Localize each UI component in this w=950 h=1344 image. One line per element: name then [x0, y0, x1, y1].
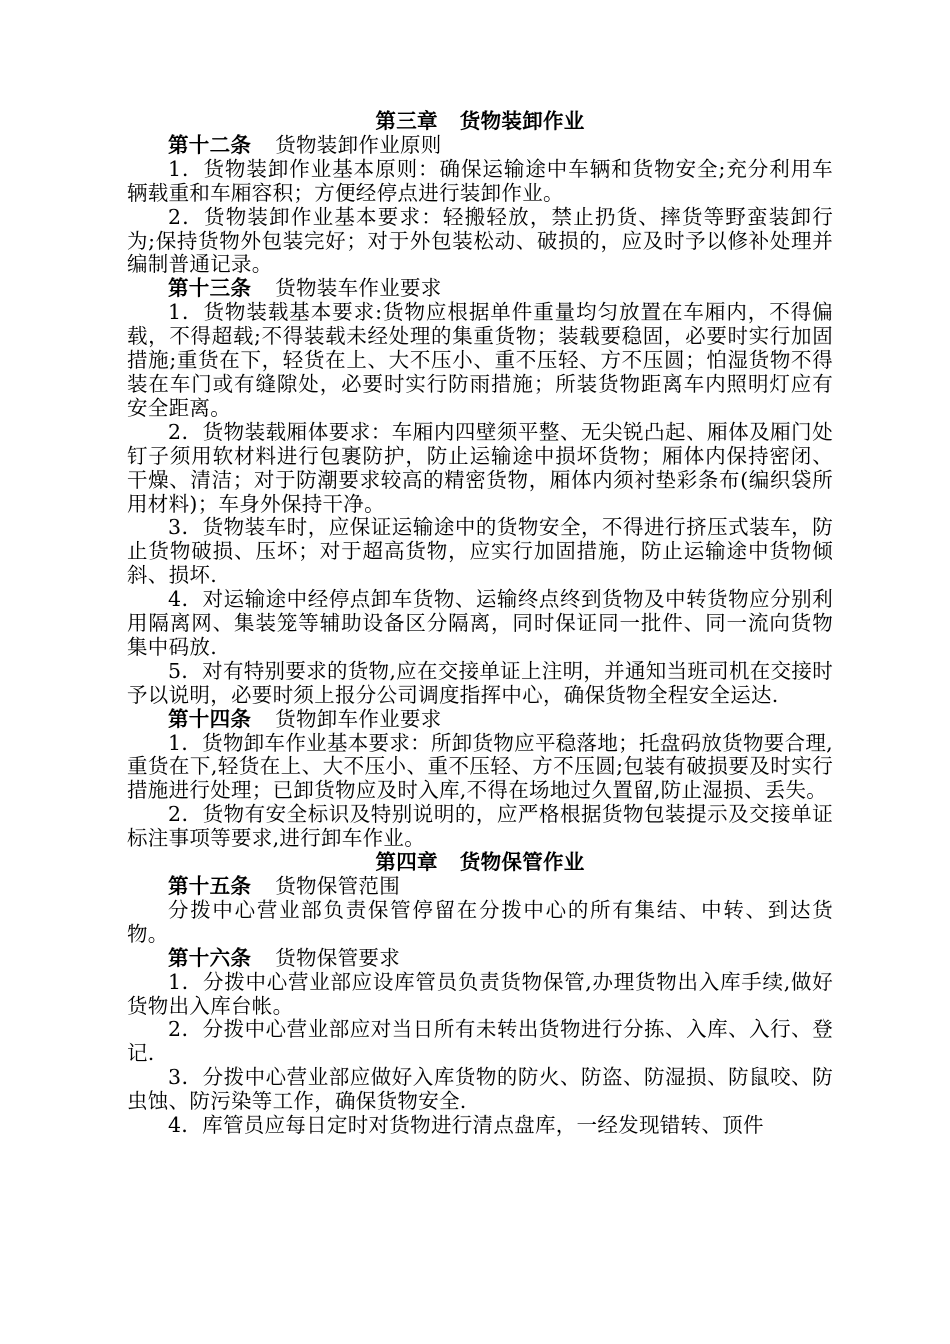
- chapter-4-title: 货物保管作业: [459, 850, 585, 875]
- article-15-heading: [127, 875, 833, 899]
- article-16-paragraph-1: 1．分拨中心营业部应设库管员负责货物保管,办理货物出入库手续,做好货物出入库台帐。: [127, 969, 833, 1018]
- article-13-number: 第十三条: [168, 276, 252, 301]
- article-14-paragraph-2: 2．货物有安全标识及特别说明的，应严格根据货物包装提示及交接单证标注事项等要求,进行卸车作业。: [127, 802, 833, 851]
- article-12-number: 第十二条: [168, 132, 252, 157]
- document-page: [127, 110, 833, 1138]
- article-12-paragraph-1: 1．货物装卸作业基本原则：确保运输途中车辆和货物安全;充分利用车辆载重和车厢容积；方便经停点进行装卸作业。: [127, 156, 833, 205]
- article-14-number: 第十四条: [168, 706, 252, 731]
- article-12-title: 货物装卸作业原则: [275, 132, 442, 157]
- article-13-paragraph-3: 3．货物装车时，应保证运输途中的货物安全，不得进行挤压式装车，防止货物破损、压坏；对于超高货物，应实行加固措施，防止运输途中货物倾斜、损坏.: [127, 515, 833, 588]
- article-16-paragraph-3: 3．分拨中心营业部应做好入库货物的防火、防盗、防湿损、防鼠咬、防虫蚀、防污染等工作，确保货物安全.: [127, 1065, 833, 1114]
- article-12-paragraph-2: 2．货物装卸作业基本要求：轻搬轻放，禁止扔货、摔货等野蛮装卸行为;保持货物外包装完好；对于外包装松动、破损的，应及时予以修补处理并编制普通记录。: [127, 204, 833, 277]
- article-13-paragraph-4: 4．对运输途中经停点卸车货物、运输终点终到货物及中转货物应分别利用隔离网、集装笼等辅助设备区分隔离，同时保证同一批件、同一流向货物集中码放.: [127, 587, 833, 659]
- article-13-paragraph-2: 2．货物装载厢体要求：车厢内四壁须平整、无尖锐凸起、厢体及厢门处钉子须用软材料进行包裹防护，防止运输途中损坏货物；厢体内保持密闭、干燥、清洁；对于防潮要求较高的精密货物，厢体内须衬垫彩条布(编织袋所用材料)；车身外保持干净。: [127, 419, 833, 516]
- article-16-title: 货物保管要求: [275, 945, 401, 970]
- article-15-title: 货物保管范围: [275, 874, 401, 898]
- article-13-title: 货物装车作业要求: [275, 276, 442, 301]
- article-16-number: 第十六条: [168, 945, 252, 970]
- chapter-4-number: 第四章: [375, 850, 438, 875]
- article-15-paragraph-1: 分拨中心营业部负责保管停留在分拨中心的所有集结、中转、到达货物。: [127, 897, 833, 946]
- chapter-3-number: 第三章: [375, 109, 438, 133]
- article-16-heading: [127, 947, 833, 971]
- article-13-paragraph-5: 5．对有特别要求的货物,应在交接单证上注明，并通知当班司机在交接时予以说明，必要时须上报分公司调度指挥中心，确保货物全程安全运达.: [127, 658, 833, 707]
- article-13-heading: [127, 277, 833, 301]
- article-12-heading: [127, 134, 833, 158]
- article-14-heading: [127, 708, 833, 732]
- chapter-3-title: 货物装卸作业: [459, 109, 585, 133]
- article-14-title: 货物卸车作业要求: [275, 706, 442, 731]
- article-13-paragraph-1: 1．货物装载基本要求:货物应根据单件重量均匀放置在车厢内，不得偏载，不得超载;不得装载未经处理的集重货物；装载要稳固，必要时实行加固措施;重货在下，轻货在上、大不压小、重不压轻、方不压圆；怕湿货物不得装在车门或有缝隙处，必要时实行防雨措施；所装货物距离车内照明灯应有安全距离。: [127, 300, 833, 420]
- chapter-4-heading: [127, 851, 833, 875]
- chapter-3-heading: [127, 110, 833, 134]
- article-16-paragraph-2: 2．分拨中心营业部应对当日所有未转出货物进行分拣、入库、入行、登记.: [127, 1017, 833, 1066]
- article-14-paragraph-1: 1．货物卸车作业基本要求：所卸货物应平稳落地；托盘码放货物要合理,重货在下,轻货在上、大不压小、重不压轻、方不压圆;包装有破损要及时实行措施进行处理；已卸货物应及时入库,不得在场地过久置留,防止湿损、丢失。: [127, 730, 833, 803]
- article-16-paragraph-4: 4．库管员应每日定时对货物进行清点盘库，一经发现错转、顶件: [168, 1113, 764, 1138]
- article-15-number: 第十五条: [168, 874, 252, 898]
